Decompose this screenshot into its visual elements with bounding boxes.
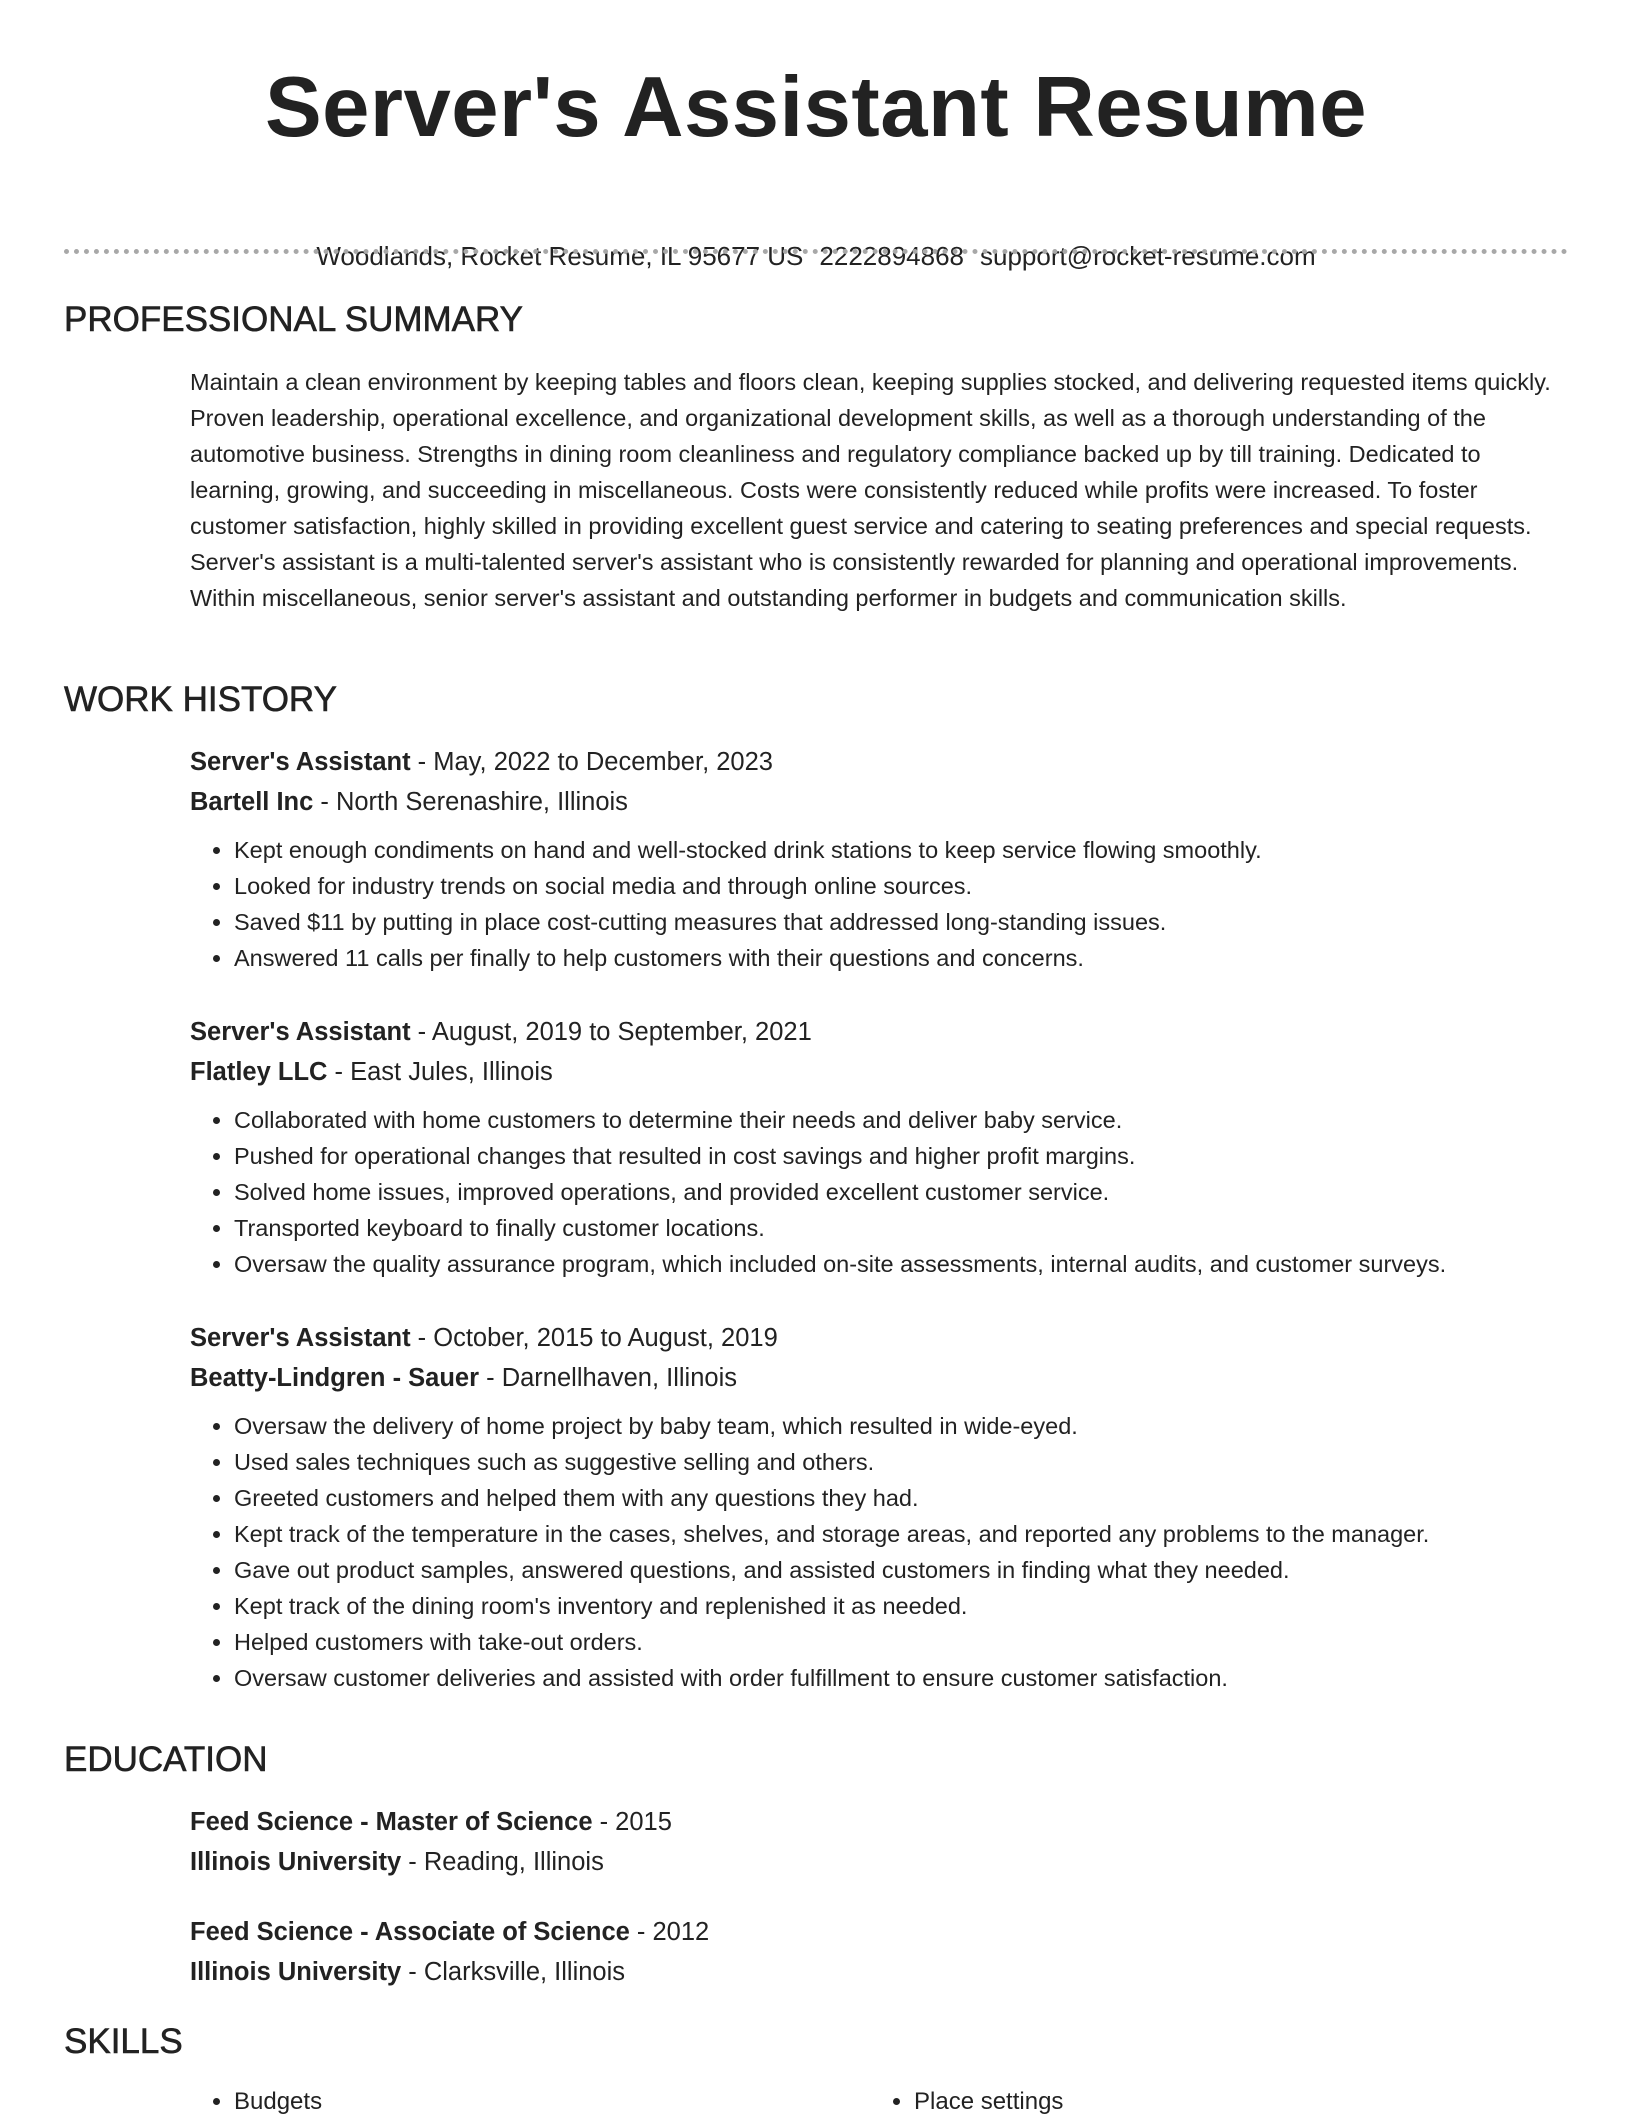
- job-entry: [190, 1012, 1565, 1282]
- job-company: Beatty-Lindgren - Sauer: [190, 1364, 480, 1392]
- skills-list: [190, 2084, 1565, 2120]
- contact-line: [0, 236, 1632, 276]
- skills-block: [190, 2084, 1565, 2120]
- education-location: - Reading, Illinois: [401, 1848, 604, 1876]
- job-bullet: • Kept track of the temperature in the cases, shelves, and storage areas, and reported any problems to the manager.: [234, 1516, 1565, 1552]
- job-dates: - August, 2019 to September, 2021: [410, 1018, 812, 1046]
- job-bullet: • Pushed for operational changes that resulted in cost savings and higher profit margins.: [234, 1138, 1565, 1174]
- skill-item: • Place settings: [914, 2084, 1514, 2120]
- job-company: Bartell Inc: [190, 788, 314, 816]
- education-degree-line: [190, 1802, 1565, 1842]
- contact-address: Woodlands, Rocket Resume, IL 95677 US: [316, 241, 804, 271]
- skill-item: • Budgets: [234, 2084, 914, 2120]
- job-bullet: • Collaborated with home customers to determine their needs and deliver baby service.: [234, 1102, 1565, 1138]
- job-bullet: • Greeted customers and helped them with any questions they had.: [234, 1480, 1565, 1516]
- job-bullet: • Oversaw customer deliveries and assisted with order fulfillment to ensure customer satisfaction.: [234, 1660, 1565, 1696]
- resume-title: Server's Assistant Resume: [264, 60, 1368, 155]
- job-bullet: • Oversaw the quality assurance program, which included on-site assessments, internal audits, and customer surveys.: [234, 1246, 1565, 1282]
- contact-phone: 2222894868: [819, 241, 965, 271]
- job-bullet: • Kept enough condiments on hand and well-stocked drink stations to keep service flowing smoothly.: [234, 832, 1565, 868]
- job-bullet: • Gave out product samples, answered questions, and assisted customers in finding what they needed.: [234, 1552, 1565, 1588]
- job-title: Server's Assistant: [190, 1018, 411, 1046]
- job-entry: [190, 1318, 1565, 1696]
- section-title-education: EDUCATION: [64, 1740, 268, 1779]
- resume-header: [0, 0, 1632, 276]
- job-company-line: [190, 1358, 1565, 1398]
- summary-text: Maintain a clean environment by keeping tables and floors clean, keeping supplies stocked, and delivering requested items quickly. Proven leadership, operational excellence, and organizational development skills, as well as a thorough understanding of the automotive business. Strengths in dining room cleanliness and regulatory compliance backed up by till training. Dedicated to learning, growing, and succeeding in miscellaneous. Costs were consistently reduced while profits were increased. To foster customer satisfaction, highly skilled in providing excellent guest service and catering to seating preferences and special requests. Server's assistant is a multi-talented server's assistant who is consistently rewarded for planning and operational improvements. Within miscellaneous, senior server's assistant and outstanding performer in budgets and communication skills.: [190, 369, 1551, 611]
- job-company: Flatley LLC: [190, 1058, 328, 1086]
- job-title: Server's Assistant: [190, 748, 411, 776]
- job-bullet: • Kept track of the dining room's inventory and replenished it as needed.: [234, 1588, 1565, 1624]
- education-school: Illinois University: [190, 1848, 402, 1876]
- job-bullet: • Saved $11 by putting in place cost-cutting measures that addressed long-standing issues.: [234, 904, 1565, 940]
- job-title-line: [190, 1012, 1565, 1052]
- job-bullets: [190, 832, 1565, 976]
- education-school-line: [190, 1952, 1565, 1992]
- contact-email: support@rocket-resume.com: [980, 241, 1316, 271]
- education-degree-line: [190, 1912, 1565, 1952]
- job-entry: [190, 742, 1565, 976]
- job-company-line: [190, 1052, 1565, 1092]
- education-school: Illinois University: [190, 1958, 402, 1986]
- job-location: - East Jules, Illinois: [327, 1058, 553, 1086]
- section-title-skills: SKILLS: [64, 2022, 183, 2061]
- job-dates: - October, 2015 to August, 2019: [410, 1324, 778, 1352]
- section-title-work: WORK HISTORY: [64, 680, 337, 719]
- job-bullet: • Transported keyboard to finally customer locations.: [234, 1210, 1565, 1246]
- job-bullet: • Solved home issues, improved operations, and provided excellent customer service.: [234, 1174, 1565, 1210]
- job-bullet: • Looked for industry trends on social media and through online sources.: [234, 868, 1565, 904]
- job-dates: - May, 2022 to December, 2023: [410, 748, 773, 776]
- job-bullet: • Oversaw the delivery of home project by baby team, which resulted in wide-eyed.: [234, 1408, 1565, 1444]
- education-location: - Clarksville, Illinois: [401, 1958, 626, 1986]
- job-location: - North Serenashire, Illinois: [313, 788, 628, 816]
- job-bullet: • Used sales techniques such as suggestive selling and others.: [234, 1444, 1565, 1480]
- education-entry: [190, 1912, 1565, 1992]
- education-degree: Feed Science - Master of Science: [190, 1808, 593, 1836]
- education-degree: Feed Science - Associate of Science: [190, 1918, 630, 1946]
- job-bullets: [190, 1408, 1565, 1696]
- job-bullets: [190, 1102, 1565, 1282]
- job-bullet: • Helped customers with take-out orders.: [234, 1624, 1565, 1660]
- job-location: - Darnellhaven, Illinois: [479, 1364, 737, 1392]
- job-title-line: [190, 1318, 1565, 1358]
- education-school-line: [190, 1842, 1565, 1882]
- education-year: - 2015: [592, 1808, 672, 1836]
- job-title: Server's Assistant: [190, 1324, 411, 1352]
- education-year: - 2012: [629, 1918, 710, 1946]
- summary-block: [190, 364, 1565, 616]
- job-company-line: [190, 782, 1565, 822]
- header-divider: [64, 249, 1568, 254]
- job-bullet: • Answered 11 calls per finally to help customers with their questions and concerns.: [234, 940, 1565, 976]
- education-entry: [190, 1802, 1565, 1882]
- job-title-line: [190, 742, 1565, 782]
- section-title-summary: PROFESSIONAL SUMMARY: [64, 300, 523, 339]
